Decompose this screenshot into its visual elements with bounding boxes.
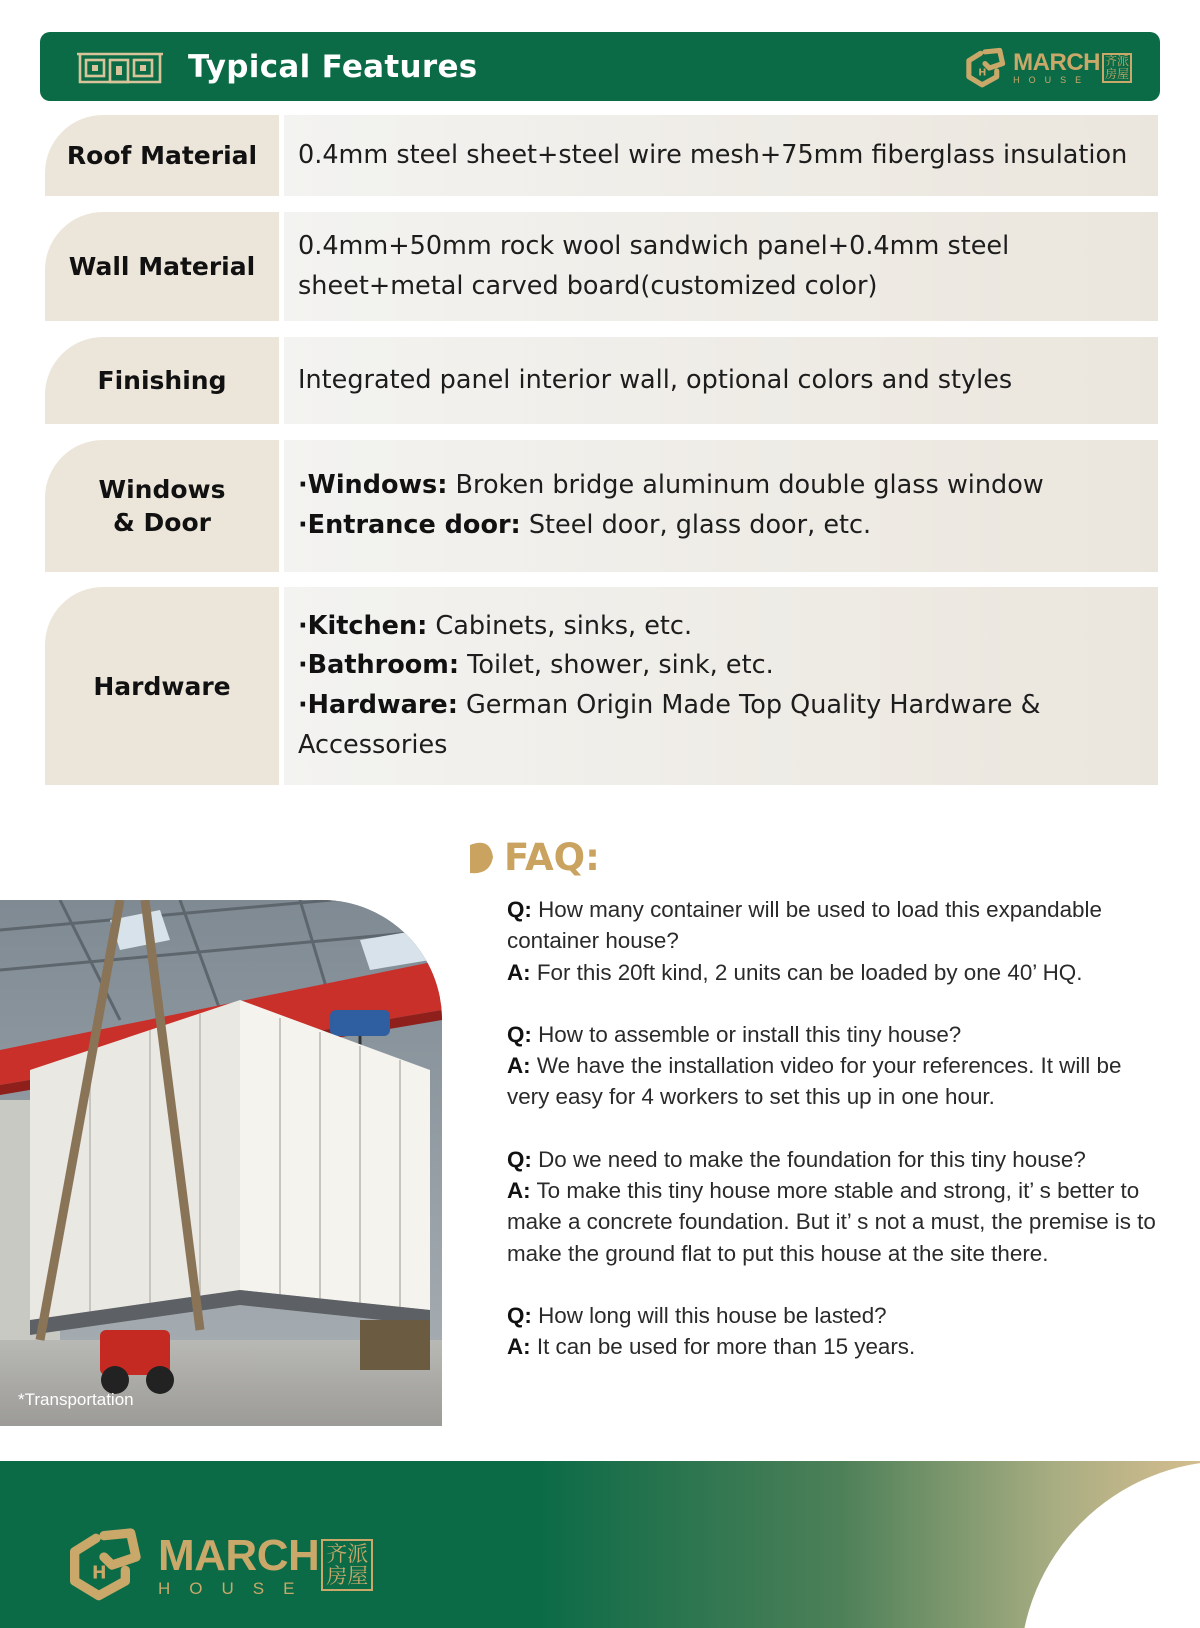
feature-line: ·Hardware: German Origin Made Top Quality Hardware & bbox=[298, 690, 1041, 720]
faq-question: Q: How long will this house be lasted? bbox=[507, 1302, 887, 1328]
feature-value bbox=[284, 337, 1158, 424]
faq-answer: A: We have the installation video for your references. It will be very easy for 4 workers to set this up in one hour. bbox=[507, 1053, 1122, 1110]
photo-caption: *Transportation bbox=[18, 1390, 134, 1409]
feature-line: ·Kitchen: Cabinets, sinks, etc. bbox=[298, 610, 693, 641]
feature-line: ·Bathroom: Toilet, shower, sink, etc. bbox=[298, 650, 774, 681]
faq-title: FAQ: bbox=[504, 836, 600, 879]
faq-answer: A: It can be used for more than 15 years. bbox=[507, 1334, 916, 1360]
feature-line: ·Windows: Broken bridge aluminum double glass window bbox=[298, 470, 1044, 501]
logo-sub: HOUSE bbox=[1013, 75, 1091, 85]
faq-answer: A: To make this tiny house more stable and strong, it’ s better to make a concrete foundation. But it’ s not a must, the premise is to make the ground flat to put this house at the site there. bbox=[507, 1178, 1156, 1266]
march-logo-icon bbox=[64, 1525, 144, 1605]
feature-line: Integrated panel interior wall, optional colors and styles bbox=[298, 364, 1013, 395]
march-logo-icon bbox=[963, 46, 1007, 90]
faq-question: Q: How to assemble or install this tiny house? bbox=[507, 1021, 962, 1047]
feature-label bbox=[45, 440, 279, 572]
footer-band bbox=[0, 1461, 1200, 1628]
logo-chinese: 齐派 房屋 bbox=[321, 1539, 373, 1591]
header-bar bbox=[40, 32, 1160, 101]
logo-sub: HOUSE bbox=[158, 1578, 314, 1598]
feature-row-windows-door bbox=[45, 440, 1158, 572]
house-outline-icon bbox=[74, 48, 166, 86]
feature-row-roof bbox=[45, 115, 1158, 196]
feature-line: 0.4mm+50mm rock wool sandwich panel+0.4mm steel bbox=[298, 230, 1010, 261]
footer-logo bbox=[64, 1525, 373, 1605]
feature-value bbox=[284, 212, 1158, 321]
feature-label: Roof Material bbox=[45, 115, 279, 196]
feature-label: Finishing bbox=[45, 337, 279, 424]
feature-line: Accessories bbox=[298, 729, 448, 760]
feature-row-hardware bbox=[45, 587, 1158, 785]
page-title: Typical Features bbox=[188, 48, 478, 85]
footer-curve-shape bbox=[1020, 1461, 1200, 1628]
feature-line: 0.4mm steel sheet+steel wire mesh+75mm fiberglass insulation bbox=[298, 139, 1128, 170]
feature-value bbox=[284, 440, 1158, 572]
feature-label: Wall Material bbox=[45, 212, 279, 321]
feature-value bbox=[284, 587, 1158, 785]
feature-label: Hardware bbox=[45, 587, 279, 785]
faq-item bbox=[507, 894, 1167, 988]
feature-label-line: & Door bbox=[113, 508, 211, 537]
logo-word: MARCH bbox=[158, 1530, 320, 1580]
brand-logo bbox=[963, 46, 1132, 90]
feature-label-line: Windows bbox=[98, 475, 226, 504]
feature-value bbox=[284, 115, 1158, 196]
feature-row-finishing bbox=[45, 337, 1158, 424]
transport-illustration bbox=[0, 900, 442, 1426]
feature-line: ·Entrance door: Steel door, glass door, etc. bbox=[298, 510, 872, 540]
feature-row-wall bbox=[45, 212, 1158, 321]
faq-heading bbox=[466, 836, 600, 879]
faq-item bbox=[507, 1144, 1167, 1269]
faq-item bbox=[507, 1019, 1167, 1113]
faq-question: Q: Do we need to make the foundation for this tiny house? bbox=[507, 1146, 1086, 1172]
faq-item bbox=[507, 1300, 1167, 1363]
leaf-bullet-icon bbox=[466, 839, 496, 877]
svg-text:H: H bbox=[978, 67, 987, 79]
logo-chinese: 齐派 房屋 bbox=[1102, 53, 1132, 83]
feature-line: sheet+metal carved board(customized color) bbox=[298, 270, 878, 301]
faq-answer: A: For this 20ft kind, 2 units can be loaded by one 40’ HQ. bbox=[507, 959, 1083, 985]
transport-photo bbox=[0, 900, 442, 1426]
logo-word: MARCH bbox=[1013, 49, 1100, 76]
faq-list bbox=[507, 894, 1167, 1394]
faq-question: Q: How many container will be used to load this expandable container house? bbox=[507, 897, 1102, 954]
svg-text:H: H bbox=[92, 1563, 107, 1584]
